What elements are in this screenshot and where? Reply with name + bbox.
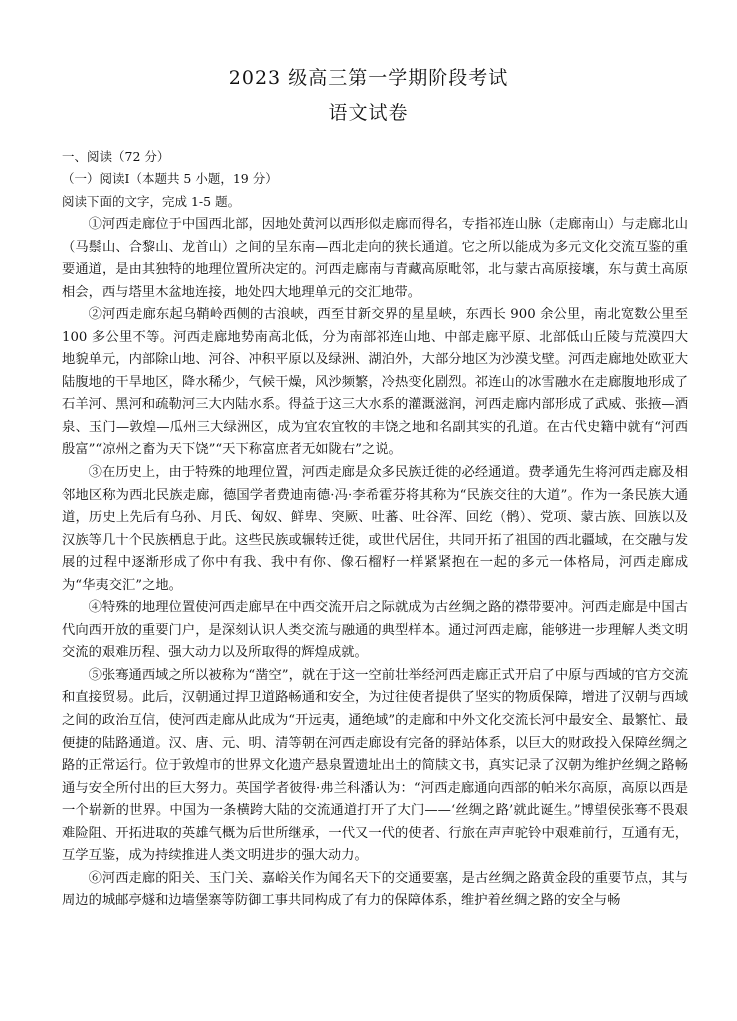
exam-subtitle: 语文试卷 — [328, 102, 409, 124]
paragraph-6: ⑥河西走廊的阳关、玉门关、嘉峪关作为闻名天下的交通要塞，是古丝绸之路黄金段的重要节点，其与周边的城邮亭燧和边墙堡寨等防御工事共同构成了有力的保障体系，维护着丝绸之路的安全与畅 — [62, 870, 688, 909]
exam-title: 2023 级高三第一学期阶段考试 — [228, 67, 509, 89]
paragraph-1: ①河西走廊位于中国西北部，因地处黄河以西形似走廊而得名，专指祁连山脉（走廊南山）与走廊北山（马鬃山、合黎山、龙首山）之间的呈东南—西北走向的狭长通道。它之所以能成为多元文化交流互鉴的重要通道，是由其独特的地理位置所决定的。河西走廊南与青藏高原毗邻，北与蒙古高原接壤，东与黄土高原相会，西与塔里木盆地连接，地处四大地理单元的交汇地带。 — [62, 217, 688, 300]
reading-passage — [62, 214, 688, 913]
paragraph-5: ⑤张骞通西域之所以被称为“凿空”，就在于这一空前壮举经河西走廊正式开启了中原与西域的官方交流和直接贸易。此后，汉朝通过捍卫道路畅通和安全，为过往使者提供了坚实的物质保障，增进了汉朝与西域之间的政治互信，使河西走廊从此成为“开远夷，通绝域”的走廊和中外文化交流长河中最安全、最繁忙、最便捷的陆路通道。汉、唐、元、明、清等朝在河西走廊设有完备的驿站体系，以巨大的财政投入保障丝绸之路的正常运行。位于敦煌市的世界文化遗产悬泉置遗址出土的简牍文书，真实记录了汉朝为维护丝绸之路畅通与安全所付出的巨大努力。英国学者彼得·弗兰科潘认为：“河西走廊通向西部的帕米尔高原，高原以西是一个崭新的世界。中国为一条横跨大陆的交流通道打开了大门——‘丝绸之路’就此诞生。”博望侯张骞不畏艰难险阻、开拓进取的英雄气概为后世所继承，一代又一代的使者、行旅在声声驼铃中艰难前行，互通有无，互学互鉴，成为持续推进人类文明进步的强大动力。 — [62, 667, 688, 864]
paragraph-3: ③在历史上，由于特殊的地理位置，河西走廊是众多民族迁徙的必经通道。费孝通先生将河西走廊及相邻地区称为西北民族走廊，德国学者费迪南德·冯·李希霍芬将其称为“民族交往的大道”。作为一条民族大通道，历史上先后有乌孙、月氏、匈奴、鲜卑、突厥、吐蕃、吐谷浑、回纥（鹘）、党项、蒙古族、回族以及汉族等几十个民族栖息于此。这些民族或辗转迁徙，或世代居住，共同开拓了祖国的西北疆域，在交融与发展的过程中逐渐形成了你中有我、我中有你、像石榴籽一样紧紧抱在一起的多元一体格局，河西走廊成为“华夷交汇”之地。 — [62, 465, 688, 593]
section-subheading: （一）阅读Ⅰ（本题共 5 小题，19 分） — [62, 171, 278, 186]
paragraph-4: ④特殊的地理位置使河西走廊早在中西交流开启之际就成为古丝绸之路的襟带要冲。河西走廊是中国古代向西开放的重要门户，是深刻认识人类交流与融通的典型样本。通过河西走廊，能够进一步理解人类文明交流的艰难历程、强大动力以及所取得的辉煌成就。 — [62, 600, 688, 661]
reading-instruction: 阅读下面的文字，完成 1-5 题。 — [62, 194, 241, 209]
section-heading: 一、阅读（72 分） — [62, 149, 170, 164]
paragraph-2: ②河西走廊东起乌鞘岭西侧的古浪峡，西至甘新交界的星星峡，东西长 900 余公里，南北宽数公里至 100 多公里不等。河西走廊地势南高北低，分为南部祁连山地、中部走廊平原、北部低山丘陵与荒漠四大地貌单元，内部除山地、河谷、冲积平原以及绿洲、湖泊外，大部分地区为沙漠戈壁。河西走廊地处欧亚大陆腹地的干旱地区，降水稀少，气候干燥，风沙频繁，冷热变化剧烈。祁连山的冰雪融水在走廊腹地形成了石羊河、黑河和疏勒河三大内陆水系。得益于这三大水系的灌溉滋润，河西走廊内部形成了武威、张掖—酒泉、玉门—敦煌—瓜州三大绿洲区，成为宜农宜牧的丰饶之地和名副其实的孔道。在古代史籍中就有“河西殷富”“凉州之畜为天下饶”“天下称富庶者无如陇右”之说。 — [62, 307, 688, 458]
